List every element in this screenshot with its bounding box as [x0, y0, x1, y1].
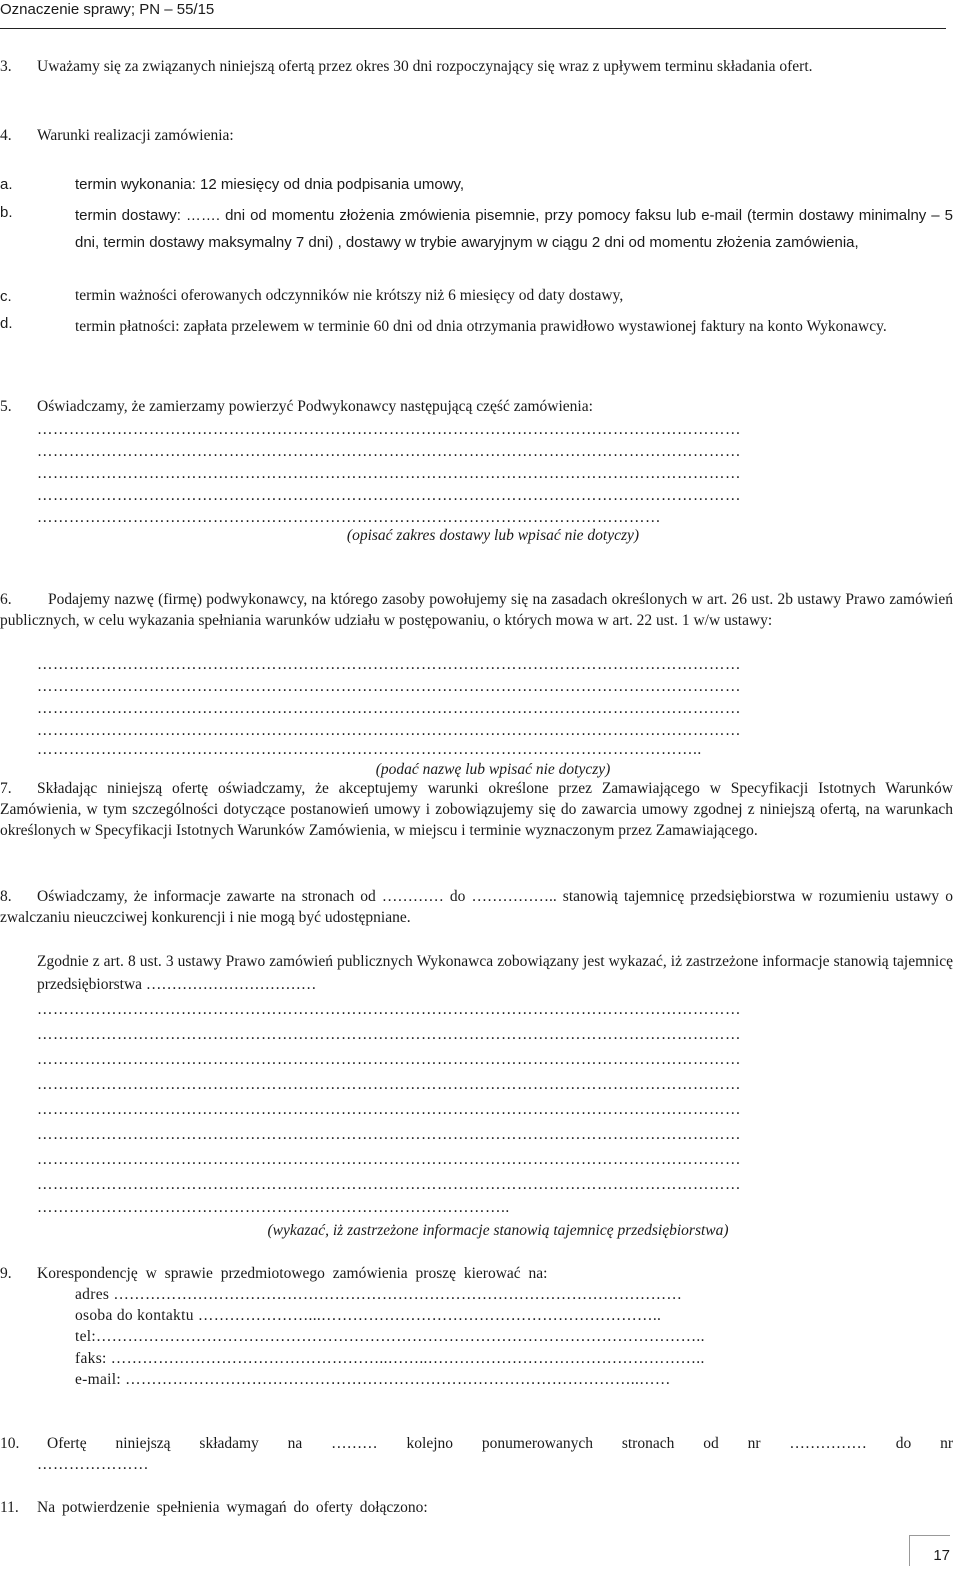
item-text-d: termin płatności: zapłata przelewem w terminie 60 dni od dnia otrzymania prawidłowo wystawionej faktury na konto Wykonawcy.	[75, 318, 887, 335]
item-letter-d: d.	[0, 315, 13, 332]
fill-line[interactable]: ……………………………………………………………………………………………………………………	[37, 487, 741, 504]
section-text: Składając niniejszą ofertę oświadczamy, że akceptujemy warunki określone przez Zamawiającego w Specyfikacji Istotnych Warunków Zamówienia, w tym szczególności dotyczące postanowień umowy i zobowiązujemy się do zawarcia umowy zgodnej z niniejszą ofertą, na warunkach określonych w Specyfikacji Istotnych Warunków Zamówienia, w miejscu i terminie wyznaczonym przez Zamawiającego.	[0, 780, 953, 839]
item-text-c: termin ważności oferowanych odczynników nie krótszy niż 6 miesięcy od daty dostawy,	[75, 287, 624, 304]
fill-line[interactable]: ……………………………………………………………………………………………………………………	[37, 722, 741, 739]
section-text: Oświadczamy, że zamierzamy powierzyć Podwykonawcy następującą część zamówienia:	[37, 398, 593, 415]
section-title: Warunki realizacji zamówienia:	[37, 127, 234, 144]
field-hint: (wykazać, iż zastrzeżone informacje stanowią tajemnicę przedsiębiorstwa)	[267, 1222, 729, 1239]
fill-line[interactable]: ……………………………………………………………………………………………………………………	[37, 1126, 741, 1143]
section-text: Uważamy się za związanych niniejszą ofertą przez okres 30 dni rozpoczynający się wraz z upływem terminu składania ofert.	[37, 58, 813, 75]
fill-line[interactable]: ……………………………………………………………………………………………………………………	[37, 1176, 741, 1193]
section-number: 11.	[0, 1499, 19, 1516]
section-text-2: Zgodnie z art. 8 ust. 3 ustawy Prawo zamówień publicznych Wykonawca zobowiązany jest wykazać, iż zastrzeżone informacje stanowią tajemnicę przedsiębiorstwa ……………………………	[37, 953, 953, 993]
section-text: Korespondencję w sprawie przedmiotowego zamówienia proszę kierować na:	[37, 1265, 548, 1282]
fill-line[interactable]: ……………………………………………………………………………………………………………………	[37, 421, 741, 438]
fill-line[interactable]: ……………………………………………………………………………………………………………………	[37, 443, 741, 460]
item-text-b: termin dostawy: ……. dni od momentu złożenia zmówienia pisemnie, przy pomocy faksu lub e-mail (termin dostawy minimalny – 5 dni, termin dostawy maksymalny 7 dni) , dostawy w trybie awaryjnym w ciągu 2 dni od momentu złożenia zamówienia,	[75, 207, 953, 251]
section-number: 5.	[0, 398, 12, 415]
fill-line[interactable]: …………………	[37, 1456, 149, 1473]
fill-line[interactable]: ……………………………………………………………………………………………………………..	[37, 741, 702, 758]
fill-line[interactable]: ……………………………………………………………………………………………………………………	[37, 1001, 741, 1018]
section-text: Oświadczamy, że informacje zawarte na stronach od ………… do …………….. stanowią tajemnicę przedsiębiorstwa w rozumieniu ustawy o zwalczaniu nieuczciwej konkurencji i nie mogą być udostępniane.	[0, 888, 953, 926]
fill-line[interactable]: ……………………………………………………………………………………………………………………	[37, 700, 741, 717]
item-letter-a: a.	[0, 176, 13, 193]
section-number: 3.	[0, 58, 12, 75]
section-number: 8.	[0, 888, 12, 905]
section-text: Na potwierdzenie spełnienia wymagań do oferty dołączono:	[37, 1499, 428, 1516]
fill-line[interactable]: ……………………………………………………………………………………………………………………	[37, 1076, 741, 1093]
item-letter-b: b.	[0, 204, 13, 221]
section-text: Podajemy nazwę (firmę) podwykonawcy, na którego zasoby powołujemy się na zasadach określonych w art. 26 ust. 2b ustawy Prawo zamówień publicznych, w celu wykazania spełniania warunków udziału w postępowaniu, o których mowa w art. 22 ust. 1 w/w ustawy:	[0, 591, 953, 629]
section-number: 4.	[0, 127, 12, 144]
page-number: 17	[909, 1535, 950, 1566]
section-text: Ofertę niniejszą składamy na ……… kolejno ponumerowanych stronach od nr …………… do nr	[47, 1435, 953, 1452]
section-number: 6.	[0, 591, 12, 608]
section-number: 10.	[0, 1435, 20, 1452]
section-number: 9.	[0, 1265, 12, 1282]
case-reference: Oznaczenie sprawy; PN – 55/15	[0, 1, 215, 18]
fill-line[interactable]: ……………………………………………………………………………………………………………………	[37, 1101, 741, 1118]
fill-line[interactable]: ……………………………………………………………………………………………………………………	[37, 1051, 741, 1068]
item-text-a: termin wykonania: 12 miesięcy od dnia podpisania umowy,	[75, 176, 465, 193]
fill-line[interactable]: ……………………………………………………………………………………………………………………	[37, 1026, 741, 1043]
field-hint: (opisać zakres dostawy lub wpisać nie dotyczy)	[346, 527, 640, 544]
field-hint: (podać nazwę lub wpisać nie dotyczy)	[375, 761, 611, 778]
fill-line[interactable]: ……………………………………………………………………………………………………………………	[37, 678, 741, 695]
contact-person-field[interactable]: osoba do kontaktu …………………...………………………………………………………..	[75, 1307, 662, 1324]
fill-line[interactable]: ……………………………………………………………………………………………………………………	[37, 465, 741, 482]
page-header	[0, 0, 946, 29]
phone-field[interactable]: tel:……………………………………………………………………………………………………..	[75, 1328, 705, 1345]
fill-line[interactable]: ……………………………………………………………………………………………………………………	[37, 1151, 741, 1168]
section-number: 7.	[0, 780, 12, 797]
email-field[interactable]: e-mail: ……………………………………………………………………………………..……	[75, 1371, 671, 1388]
fill-line[interactable]: ……………………………………………………………………………..	[37, 1199, 510, 1216]
address-field[interactable]: adres ………………………………………………………………………………………………	[75, 1286, 683, 1303]
fill-line[interactable]: ……………………………………………………………………………………………………………………	[37, 656, 741, 673]
item-letter-c: c.	[0, 288, 12, 305]
fax-field[interactable]: faks: ……………………………………………..……..……………………………………………..	[75, 1350, 705, 1367]
fill-line[interactable]: ………………………………………………………………………………………………………	[37, 509, 661, 526]
